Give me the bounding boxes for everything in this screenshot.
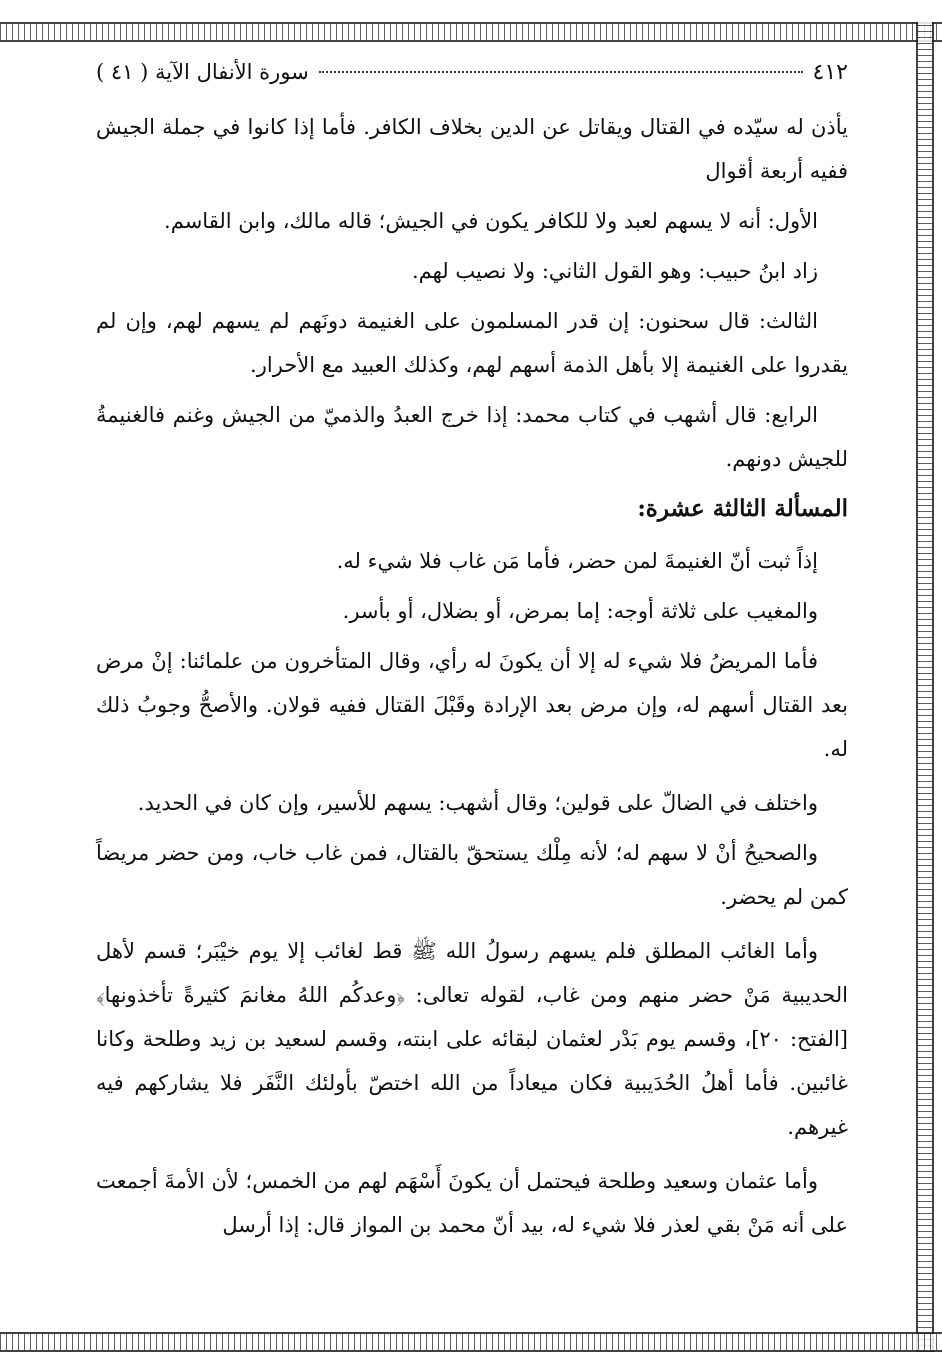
- page-content: [96, 60, 848, 1253]
- paragraph: يأذن له سيّده في القتال ويقاتل عن الدين بخلاف الكافر. فأما إذا كانوا في جملة الجيش ففيه أربعة أقوال: [96, 115, 848, 183]
- paragraph: الرابع: قال أشهب في كتاب محمد: إذا خرج العبدُ والذميّ من الجيش وغنم فالغنيمةُ للجيش دونهم.: [96, 403, 848, 471]
- paragraph: الثالث: قال سحنون: إن قدر المسلمون على الغنيمة دونَهم لم يسهم لهم، وإن لم يقدروا على الغنيمة إلا بأهل الذمة أسهم لهم، وكذلك العبيد مع الأحرار.: [96, 309, 848, 377]
- section-title: المسألة الثالثة عشرة:: [637, 495, 848, 522]
- paragraph: زاد ابنُ حبيب: وهو القول الثاني: ولا نصيب لهم.: [411, 259, 818, 283]
- running-header: [96, 60, 848, 85]
- top-ornamental-border: [0, 22, 942, 42]
- header-dot-leader: [319, 71, 803, 73]
- paragraph: فأما المريضُ فلا شيء له إلا أن يكونَ له رأي، وقال المتأخرون من علمائنا: إنْ مرض بعد القتال أسهم له، وإن مرض بعد الإرادة وقَبْلَ القتال ففيه قولان. والأصحُّ وجوبُ ذلك له.: [96, 649, 848, 761]
- paragraph: الأول: أنه لا يسهم لعبد ولا للكافر يكون في الجيش؛ قاله مالك، وابن القاسم.: [164, 209, 818, 233]
- paragraph: وأما عثمان وسعيد وطلحة فيحتمل أن يكونَ أَسْهَم لهم من الخمس؛ لأن الأمةَ أجمعت على أنه مَنْ بقي لعذر فلا شيء له، بيد أنّ محمد بن المواز قال: إذا أرسل: [96, 1169, 848, 1237]
- paragraph: إذاً ثبت أنّ الغنيمةَ لمن حضر، فأما مَن غاب فلا شيء له.: [336, 549, 818, 573]
- bottom-ornamental-border: [0, 1332, 942, 1352]
- page-number: ٤١٢: [812, 60, 848, 85]
- paragraph: والمغيب على ثلاثة أوجه: إما بمرض، أو بضلال، أو بأسر.: [342, 599, 818, 623]
- paragraph: واختلف في الضالّ على قولين؛ وقال أشهب: يسهم للأسير، وإن كان في الحديد.: [137, 791, 818, 815]
- paragraph: والصحيحُ أنْ لا سهم له؛ لأنه مِلْك يستحقّ بالقتال، فمن غاب خاب، ومن حضر مريضاً كمن لم يحضر.: [96, 841, 848, 909]
- paragraph: وأما الغائب المطلق فلم يسهم رسولُ الله ﷺ قط لغائب إلا يوم خيْبَر؛ قسم لأهل الحديبية مَنْ حضر منهم ومن غاب، لقوله تعالى: ﴿وعدكُم اللهُ مغانمَ كثيرةً تأخذونها﴾ [الفتح: ٢٠]، وقسم يوم بَدْر لعثمان لبقائه على ابنته، وقسم لسعيد بن زيد وطلحة وكانا غائبين. فأما أهلُ الحُدَيبية فكان ميعاداً من الله اختصّ بأولئك النَّفَر فلا يشاركهم فيه غيرهم.: [96, 939, 848, 1139]
- header-title: سورة الأنفال الآية ( ٤١ ): [96, 60, 309, 84]
- right-ornamental-border: [916, 22, 934, 1352]
